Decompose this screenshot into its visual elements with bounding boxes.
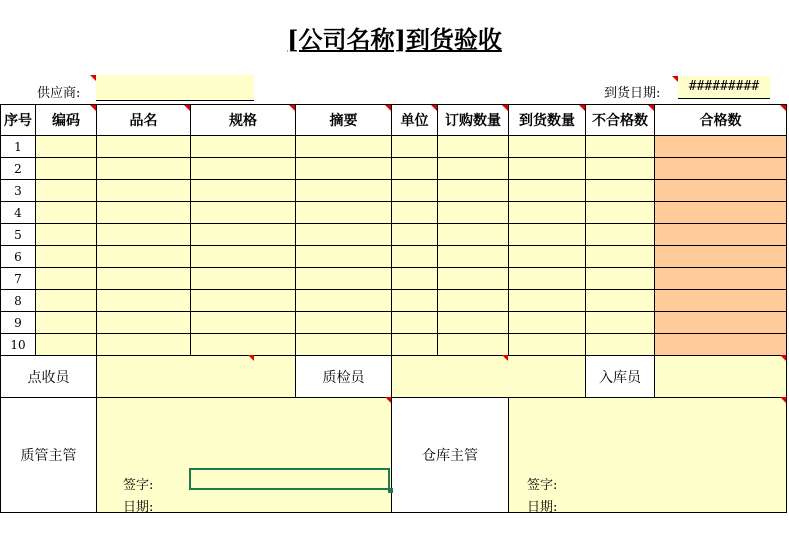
- warehouse-sign-label: 签字:: [527, 478, 558, 493]
- row-number: 4: [1, 202, 36, 224]
- table-cell[interactable]: [191, 136, 296, 158]
- table-cell[interactable]: [97, 180, 191, 202]
- row-number: 7: [1, 268, 36, 290]
- qc-supervisor-label: 质管主管: [1, 398, 97, 513]
- table-cell[interactable]: [438, 136, 509, 158]
- qc-sign-label: 签字:: [123, 478, 154, 493]
- table-cell[interactable]: [586, 334, 655, 356]
- table-cell[interactable]: [296, 246, 392, 268]
- table-cell[interactable]: [296, 202, 392, 224]
- header-cell: 摘要: [296, 105, 392, 136]
- table-cell[interactable]: [191, 224, 296, 246]
- header-cell: 序号: [1, 105, 36, 136]
- table-cell[interactable]: [392, 268, 438, 290]
- row-number: 1: [1, 136, 36, 158]
- comment-indicator: [90, 105, 96, 111]
- arrival-date-label: 到货日期:: [604, 86, 661, 101]
- table-cell[interactable]: [191, 312, 296, 334]
- table-cell[interactable]: [655, 290, 787, 312]
- table-cell[interactable]: [97, 136, 191, 158]
- table-row: [1, 158, 787, 180]
- table-cell[interactable]: [36, 290, 97, 312]
- comment-indicator: [289, 105, 295, 111]
- table-cell[interactable]: [509, 224, 586, 246]
- comment-indicator: [780, 105, 786, 111]
- table-cell[interactable]: [296, 224, 392, 246]
- table-cell[interactable]: [586, 268, 655, 290]
- table-cell[interactable]: [509, 180, 586, 202]
- table-cell[interactable]: [438, 290, 509, 312]
- comment-indicator: [248, 355, 254, 361]
- warehouse-supervisor-label: 仓库主管: [392, 398, 509, 513]
- table-cell[interactable]: [392, 180, 438, 202]
- comment-indicator: [385, 397, 391, 403]
- header-cell: 编码: [36, 105, 97, 136]
- comment-indicator: [579, 105, 585, 111]
- header-row: [1, 105, 787, 136]
- table-cell[interactable]: [191, 334, 296, 356]
- arrival-date-input[interactable]: #########: [678, 76, 770, 99]
- table-cell[interactable]: [191, 158, 296, 180]
- table-cell[interactable]: [97, 290, 191, 312]
- header-cell: 规格: [191, 105, 296, 136]
- header-cell: 合格数: [655, 105, 787, 136]
- comment-indicator: [502, 355, 508, 361]
- counter-field[interactable]: [97, 356, 296, 398]
- table-cell[interactable]: [509, 202, 586, 224]
- table-cell[interactable]: [392, 334, 438, 356]
- table-cell[interactable]: [586, 180, 655, 202]
- table-cell[interactable]: [296, 312, 392, 334]
- selected-cell[interactable]: [189, 468, 390, 490]
- table-cell[interactable]: [191, 290, 296, 312]
- table-cell[interactable]: [438, 268, 509, 290]
- comment-indicator: [780, 397, 786, 403]
- comment-indicator: [780, 355, 786, 361]
- table-row: [1, 268, 787, 290]
- row-number: 9: [1, 312, 36, 334]
- table-cell[interactable]: [296, 268, 392, 290]
- table-cell[interactable]: [509, 290, 586, 312]
- qc-date-label: 日期:: [123, 500, 154, 515]
- table-cell[interactable]: [392, 290, 438, 312]
- table-cell[interactable]: [509, 268, 586, 290]
- table-cell[interactable]: [392, 312, 438, 334]
- table-row: [1, 334, 787, 356]
- supplier-input[interactable]: [96, 75, 254, 101]
- table-cell[interactable]: [509, 246, 586, 268]
- table-cell[interactable]: [36, 312, 97, 334]
- table-cell[interactable]: [655, 268, 787, 290]
- table-cell[interactable]: [586, 312, 655, 334]
- comment-indicator: [431, 105, 437, 111]
- table-cell[interactable]: [191, 246, 296, 268]
- table-row: [1, 202, 787, 224]
- table-cell[interactable]: [586, 224, 655, 246]
- table-cell[interactable]: [655, 224, 787, 246]
- table-row: [1, 312, 787, 334]
- table-cell[interactable]: [438, 224, 509, 246]
- table-cell[interactable]: [509, 312, 586, 334]
- table-cell[interactable]: [438, 202, 509, 224]
- row-number: 8: [1, 290, 36, 312]
- table-cell[interactable]: [655, 202, 787, 224]
- table-cell[interactable]: [655, 312, 787, 334]
- table-cell[interactable]: [97, 158, 191, 180]
- table-cell[interactable]: [36, 158, 97, 180]
- table-cell[interactable]: [296, 158, 392, 180]
- table-row: [1, 224, 787, 246]
- table-cell[interactable]: [97, 224, 191, 246]
- table-cell[interactable]: [438, 180, 509, 202]
- header-cell: 单位: [392, 105, 438, 136]
- table-cell[interactable]: [655, 136, 787, 158]
- row-number: 10: [1, 334, 36, 356]
- table-cell[interactable]: [36, 246, 97, 268]
- table-cell[interactable]: [97, 202, 191, 224]
- acceptance-table: [0, 104, 787, 513]
- table-cell[interactable]: [36, 334, 97, 356]
- table-cell[interactable]: [36, 136, 97, 158]
- table-cell[interactable]: [392, 158, 438, 180]
- table-cell[interactable]: [655, 158, 787, 180]
- table-cell[interactable]: [36, 202, 97, 224]
- table-cell[interactable]: [655, 334, 787, 356]
- row-number: 6: [1, 246, 36, 268]
- table-cell[interactable]: [438, 312, 509, 334]
- table-cell[interactable]: [191, 202, 296, 224]
- fill-handle[interactable]: [388, 488, 393, 493]
- table-cell[interactable]: [191, 180, 296, 202]
- table-cell[interactable]: [586, 202, 655, 224]
- table-cell[interactable]: [36, 224, 97, 246]
- table-cell[interactable]: [392, 202, 438, 224]
- table-cell[interactable]: [438, 334, 509, 356]
- table-cell[interactable]: [392, 246, 438, 268]
- comment-indicator: [672, 76, 678, 82]
- table-cell[interactable]: [36, 268, 97, 290]
- table-cell[interactable]: [296, 180, 392, 202]
- table-cell[interactable]: [191, 268, 296, 290]
- table-row: [1, 136, 787, 158]
- comment-indicator: [90, 75, 96, 81]
- table-cell[interactable]: [97, 334, 191, 356]
- counter-label: 点收员: [1, 356, 97, 398]
- comment-indicator: [648, 105, 654, 111]
- header-cell: 不合格数: [586, 105, 655, 136]
- header-cell: 品名: [97, 105, 191, 136]
- inspector-field[interactable]: [392, 356, 586, 398]
- table-cell[interactable]: [586, 136, 655, 158]
- header-cell: 订购数量: [438, 105, 509, 136]
- table-cell[interactable]: [586, 290, 655, 312]
- row-number: 3: [1, 180, 36, 202]
- table-cell[interactable]: [509, 136, 586, 158]
- comment-indicator: [385, 105, 391, 111]
- table-cell[interactable]: [655, 246, 787, 268]
- table-cell[interactable]: [97, 246, 191, 268]
- inspector-label: 质检员: [296, 356, 392, 398]
- header-cell: 到货数量: [509, 105, 586, 136]
- table-cell[interactable]: [438, 246, 509, 268]
- table-cell[interactable]: [392, 224, 438, 246]
- table-cell[interactable]: [509, 334, 586, 356]
- row-number: 2: [1, 158, 36, 180]
- warehouse-in-field[interactable]: [655, 356, 787, 398]
- supplier-label: 供应商:: [37, 86, 81, 101]
- table-cell[interactable]: [296, 290, 392, 312]
- signoff-row: [1, 356, 787, 398]
- warehouse-date-label: 日期:: [527, 500, 558, 515]
- row-number: 5: [1, 224, 36, 246]
- table-row: [1, 246, 787, 268]
- table-cell[interactable]: [97, 268, 191, 290]
- table-cell[interactable]: [296, 136, 392, 158]
- page-title: [公司名称]到货验收: [287, 25, 502, 54]
- table-cell[interactable]: [97, 312, 191, 334]
- comment-indicator: [502, 105, 508, 111]
- table-cell[interactable]: [655, 180, 787, 202]
- table-row: [1, 180, 787, 202]
- table-cell[interactable]: [392, 136, 438, 158]
- table-row: [1, 290, 787, 312]
- comment-indicator: [184, 105, 190, 111]
- table-cell[interactable]: [36, 180, 97, 202]
- supervisor-row: [1, 398, 787, 513]
- table-cell[interactable]: [509, 158, 586, 180]
- warehouse-in-label: 入库员: [586, 356, 655, 398]
- table-cell[interactable]: [586, 246, 655, 268]
- table-cell[interactable]: [296, 334, 392, 356]
- table-cell[interactable]: [586, 158, 655, 180]
- table-cell[interactable]: [438, 158, 509, 180]
